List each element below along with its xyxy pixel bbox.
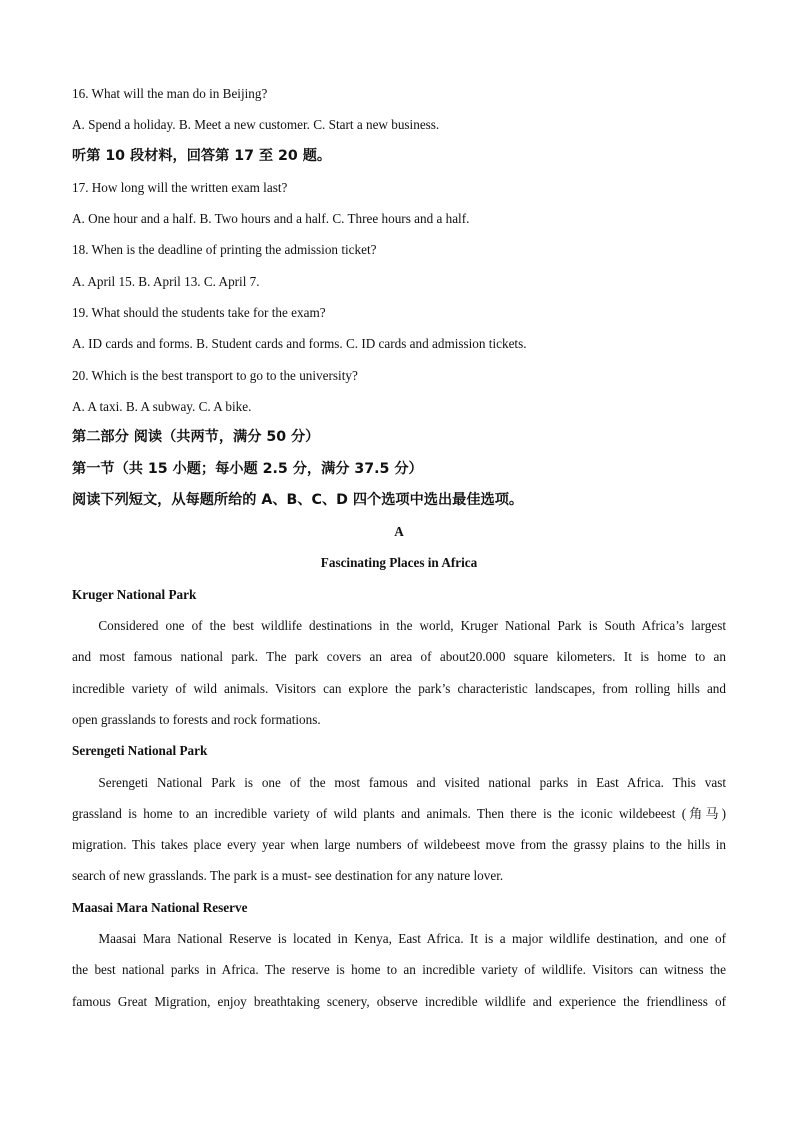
paragraph-line: Considered one of the best wildlife destinations in the world, Kruger National Park is South Africa’s largest xyxy=(98,618,726,634)
maasai-paragraph xyxy=(72,923,726,1017)
section-10-instruction: 听第 10 段材料，回答第 17 至 20 题。 xyxy=(72,147,332,164)
kruger-paragraph xyxy=(72,610,726,735)
paragraph-line: and most famous national park. The park covers an area of about20.000 square kilometers. It is home to an xyxy=(72,649,726,665)
paragraph-line: Serengeti National Park is one of the most famous and visited national parks in East Africa. This vast xyxy=(98,774,726,790)
question-16-options: A. Spend a holiday. B. Meet a new customer. C. Start a new business. xyxy=(72,117,440,133)
serengeti-paragraph xyxy=(72,767,726,892)
paragraph-line: search of new grasslands. The park is a must- see destination for any nature lover. xyxy=(72,868,504,884)
maasai-heading: Maasai Mara National Reserve xyxy=(72,899,248,915)
paragraph-line: famous Great Migration, enjoy breathtaking scenery, observe incredible wildlife and experience the friendliness of xyxy=(72,993,726,1009)
paragraph-line: incredible variety of wild animals. Visitors can explore the park’s characteristic landscapes, from rolling hills and xyxy=(72,680,726,696)
question-18: 18. When is the deadline of printing the admission ticket? xyxy=(72,242,377,258)
paragraph-line: the best national parks in Africa. The reserve is home to an incredible variety of wildlife. Visitors can witness the xyxy=(72,962,726,978)
question-20: 20. Which is the best transport to go to the university? xyxy=(72,367,358,383)
serengeti-heading: Serengeti National Park xyxy=(72,743,208,759)
reading-instruction: 阅读下列短文，从每题所给的 A、B、C、D 四个选项中选出最佳选项。 xyxy=(72,491,524,508)
kruger-heading: Kruger National Park xyxy=(72,586,197,602)
reading-part-title: 第二部分 阅读（共两节，满分 50 分） xyxy=(72,429,320,446)
reading-section-title: 第一节（共 15 小题；每小题 2.5 分，满分 37.5 分） xyxy=(72,460,423,477)
question-17: 17. How long will the written exam last? xyxy=(72,179,288,195)
question-19: 19. What should the students take for the exam? xyxy=(72,305,326,321)
question-17-options: A. One hour and a half. B. Two hours and a half. C. Three hours and a half. xyxy=(72,211,470,227)
exam-page xyxy=(72,78,726,1017)
paragraph-line: Maasai Mara National Reserve is located in Kenya, East Africa. It is a major wildlife destination, and one of xyxy=(98,931,726,947)
question-19-options: A. ID cards and forms. B. Student cards and forms. C. ID cards and admission tickets. xyxy=(72,336,527,352)
paragraph-line: open grasslands to forests and rock formations. xyxy=(72,711,321,727)
passage-title: Fascinating Places in Africa xyxy=(320,555,478,571)
passage-letter: A xyxy=(394,524,404,540)
paragraph-line: migration. This takes place every year when large numbers of wildebeest move from the grassy plains to the hills in xyxy=(72,837,726,853)
question-16: 16. What will the man do in Beijing? xyxy=(72,86,268,101)
paragraph-line: grassland is home to an incredible variety of wild plants and animals. Then there is the iconic wildebeest (角马) xyxy=(72,805,726,821)
question-20-options: A. A taxi. B. A subway. C. A bike. xyxy=(72,398,252,414)
question-18-options: A. April 15. B. April 13. C. April 7. xyxy=(72,273,260,289)
